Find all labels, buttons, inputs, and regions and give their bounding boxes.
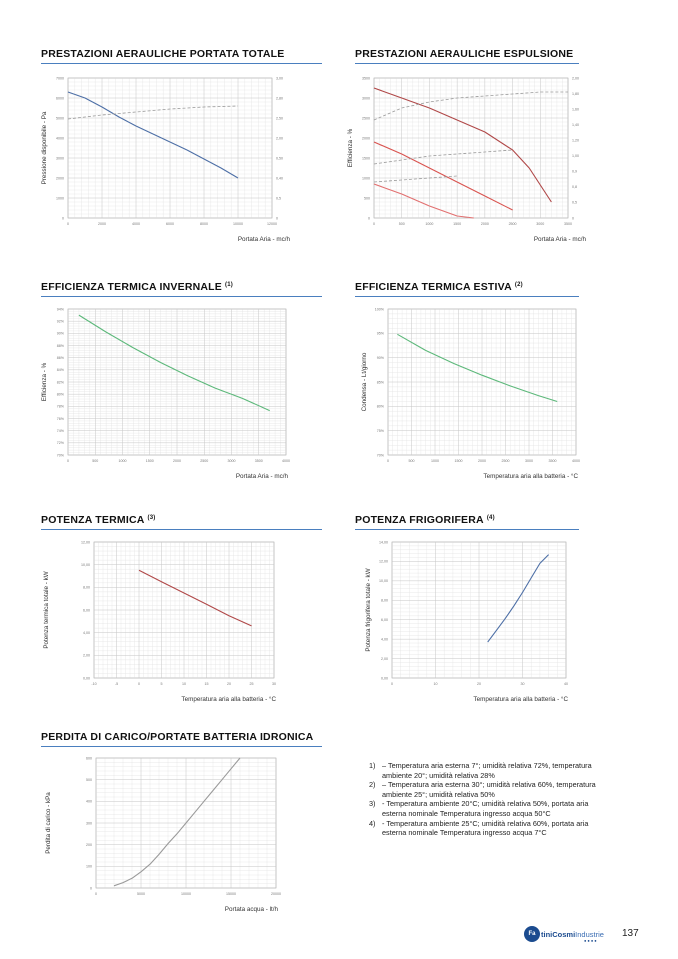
right-tick-label: 0,9 — [572, 169, 577, 174]
y-tick-label: 90% — [376, 355, 384, 360]
brand-dots-icon: ●●●● — [584, 938, 598, 943]
x-tick-label: 0 — [373, 222, 375, 226]
chart-title-potenza-termica: POTENZA TERMICA $^{(3)}$ — [41, 514, 156, 526]
y-axis-label: Efficienza - % — [347, 128, 354, 168]
x-tick-label: 500 — [398, 222, 405, 226]
title-rule — [41, 296, 322, 297]
y-tick-label: 600 — [86, 756, 92, 761]
y-tick-label: 70% — [376, 453, 384, 458]
footnote: 2) – Temperatura aria esterna 30°; umidità relativa 60%, temperatura ambiente 25°; umidità relativa 50% — [369, 780, 596, 799]
y-axis-label: Efficienza - % — [41, 362, 48, 402]
y-tick-label: 0 — [90, 886, 92, 891]
chart-efficienza-invernale — [38, 303, 290, 479]
x-tick-label: 20 — [227, 682, 231, 686]
brand-mark-icon: Fa — [524, 926, 540, 942]
y-tick-label: 12,00 — [379, 559, 388, 564]
x-tick-label: 0 — [67, 459, 69, 463]
y-tick-label: 10,00 — [379, 579, 388, 584]
y-tick-label: 95% — [376, 331, 384, 336]
right-tick-label: 1,60 — [572, 107, 579, 112]
y-tick-label: 0 — [62, 216, 64, 221]
y-tick-label: 82% — [56, 380, 64, 385]
x-axis-label: Portata acqua - lt/h — [224, 906, 278, 913]
y-tick-label: 3000 — [362, 96, 370, 101]
y-tick-label: 1500 — [362, 156, 370, 161]
x-tick-label: 1500 — [145, 459, 154, 463]
chart-title-efficienza-estiva: EFFICIENZA TERMICA ESTIVA $^{(2)}$ — [355, 281, 523, 293]
x-tick-label: 5 — [160, 682, 163, 686]
x-axis-label: Temperatura aria alla batteria - °C — [181, 696, 276, 703]
y-tick-label: 8,00 — [83, 585, 90, 590]
y-tick-label: 70% — [56, 453, 64, 458]
y-tick-label: 86% — [56, 355, 64, 360]
right-tick-label: 0,8 — [572, 185, 577, 190]
x-tick-label: 30 — [520, 682, 525, 686]
x-tick-label: -5 — [114, 682, 119, 686]
y-tick-label: 4,00 — [83, 630, 90, 635]
x-tick-label: 15 — [204, 682, 209, 686]
right-tick-label: 2,80 — [276, 96, 283, 101]
y-tick-label: 200 — [86, 842, 92, 847]
y-tick-label: 2000 — [56, 176, 64, 181]
y-tick-label: 0,00 — [83, 676, 90, 681]
page-number: 137 — [622, 928, 639, 939]
x-tick-label: 1000 — [431, 459, 439, 463]
x-tick-label: 3000 — [525, 459, 533, 463]
right-tick-label: 3,00 — [276, 76, 283, 81]
y-tick-label: 500 — [86, 777, 92, 782]
y-axis-label: Perdita di carico - kPa — [45, 792, 52, 854]
x-tick-label: 2000 — [480, 222, 489, 226]
x-tick-label: 8000 — [200, 222, 208, 226]
brand-name: tiniCosmiIndustrie — [541, 929, 604, 939]
footnote: 4) - Temperatura ambiente 25°C; umidità relativa 60%, portata aria esterna nominale Temperatura ingresso acqua 7°C — [369, 818, 589, 838]
y-tick-label: 4000 — [56, 136, 64, 141]
x-tick-label: 3000 — [227, 459, 236, 463]
x-axis-label: Portata Aria - mc/h — [235, 473, 288, 480]
y-tick-label: 85% — [376, 380, 384, 385]
y-tick-label: 78% — [56, 404, 64, 409]
x-tick-label: 2500 — [501, 459, 510, 463]
brand-logo — [524, 926, 604, 942]
chart-title-efficienza-invernale: EFFICIENZA TERMICA INVERNALE $^{(1)}$ — [41, 281, 233, 293]
title-rule — [355, 529, 579, 530]
x-axis-label: Temperatura aria alla batteria - °C — [473, 696, 568, 703]
x-tick-label: 20000 — [271, 892, 281, 896]
right-tick-label: 0,5 — [276, 196, 281, 201]
y-tick-label: 3500 — [362, 76, 370, 81]
y-tick-label: 2,00 — [83, 653, 90, 658]
chart-title-potenza-frigorifera: POTENZA FRIGORIFERA $^{(4)}$ — [355, 514, 495, 526]
y-axis-label: Potenza frigorifera totale - kW — [365, 568, 372, 652]
x-tick-label: 500 — [92, 459, 99, 463]
footnote: 3) - Temperatura ambiente 20°C; umidità relativa 50%, portata aria esterna nominale Temperatura ingresso acqua 50°C — [369, 799, 589, 818]
y-tick-label: 100 — [86, 864, 92, 869]
right-tick-label: 2,50 — [276, 116, 283, 121]
y-tick-label: 90% — [56, 331, 64, 336]
x-tick-label: -10 — [91, 682, 97, 686]
y-tick-label: 84% — [56, 368, 64, 373]
x-tick-label: 1000 — [425, 222, 434, 226]
y-tick-label: 72% — [56, 441, 64, 446]
x-tick-label: 2500 — [200, 459, 209, 463]
right-tick-label: 1,20 — [572, 138, 579, 143]
y-tick-label: 5000 — [56, 116, 64, 121]
y-tick-label: 80% — [56, 392, 64, 397]
right-tick-label: 1,00 — [572, 154, 579, 159]
y-tick-label: 2,00 — [381, 656, 388, 661]
footnote: 1) – Temperatura aria esterna 7°; umidità relativa 72%, temperatura ambiente 20°; umidità relativa 28% — [369, 761, 592, 780]
x-tick-label: 1500 — [453, 222, 462, 226]
y-tick-label: 1000 — [362, 176, 370, 181]
footnotes — [369, 761, 599, 838]
x-tick-label: 3000 — [536, 222, 545, 226]
x-tick-label: 10000 — [181, 892, 191, 896]
right-tick-label: 0 — [572, 216, 574, 221]
x-tick-label: 0 — [67, 222, 69, 226]
x-tick-label: 0 — [391, 682, 393, 686]
y-tick-label: 2500 — [362, 116, 370, 121]
title-rule — [355, 296, 579, 297]
y-tick-label: 6000 — [56, 96, 64, 101]
x-tick-label: 1500 — [454, 459, 463, 463]
y-tick-label: 80% — [376, 404, 384, 409]
right-tick-label: 0,5 — [572, 200, 577, 205]
y-tick-label: 0 — [368, 216, 370, 221]
title-rule — [355, 63, 579, 64]
x-tick-label: 6000 — [166, 222, 174, 226]
chart-potenza-termica — [38, 536, 290, 702]
chart-espulsione — [347, 70, 586, 243]
chart-title-perdita-di-carico: PERDITA DI CARICO/PORTATE BATTERIA IDRONICA — [41, 731, 314, 743]
x-tick-label: 20 — [477, 682, 481, 686]
right-tick-label: 0,50 — [276, 156, 283, 161]
y-tick-label: 6,00 — [381, 618, 388, 623]
chart-potenza-frigorifera — [352, 536, 584, 702]
y-tick-label: 1000 — [56, 196, 64, 201]
x-tick-label: 0 — [138, 682, 140, 686]
y-tick-label: 94% — [56, 307, 64, 312]
y-tick-label: 92% — [56, 319, 64, 324]
title-rule — [41, 63, 322, 64]
chart-title-portata-totale: PRESTAZIONI AERAULICHE PORTATA TOTALE — [41, 48, 285, 60]
title-rule — [41, 746, 322, 747]
y-tick-label: 6,00 — [83, 608, 90, 613]
x-tick-label: 5000 — [137, 892, 145, 896]
x-tick-label: 4000 — [572, 459, 580, 463]
x-tick-label: 3500 — [548, 459, 557, 463]
x-tick-label: 10 — [433, 682, 438, 686]
x-tick-label: 2000 — [173, 459, 181, 463]
y-axis-label: Condensa - Lt/giorno — [361, 352, 368, 412]
y-tick-label: 88% — [56, 343, 64, 348]
x-tick-label: 10000 — [233, 222, 243, 226]
x-tick-label: 0 — [95, 892, 97, 896]
y-tick-label: 400 — [86, 799, 92, 804]
title-rule — [41, 529, 322, 530]
x-tick-label: 4000 — [282, 459, 290, 463]
x-tick-label: 2000 — [478, 459, 486, 463]
x-tick-label: 12000 — [267, 222, 277, 226]
y-tick-label: 300 — [86, 821, 92, 826]
x-tick-label: 4000 — [132, 222, 140, 226]
right-tick-label: 1,40 — [572, 122, 579, 127]
y-tick-label: 12,00 — [81, 540, 90, 545]
x-axis-label: Portata Aria - mc/h — [533, 236, 586, 243]
y-tick-label: 10,00 — [81, 562, 90, 567]
x-tick-label: 3500 — [254, 459, 263, 463]
y-tick-label: 4,00 — [381, 637, 388, 642]
x-tick-label: 2500 — [508, 222, 517, 226]
chart-title-espulsione: PRESTAZIONI AERAULICHE ESPULSIONE — [355, 48, 574, 60]
x-tick-label: 0 — [387, 459, 389, 463]
right-tick-label: 0,40 — [276, 176, 283, 181]
right-tick-label: 0 — [276, 216, 278, 221]
y-tick-label: 75% — [376, 428, 384, 433]
x-axis-label: Portata Aria - mc/h — [237, 236, 290, 243]
x-tick-label: 10 — [182, 682, 186, 686]
y-tick-label: 76% — [56, 416, 64, 421]
chart-efficienza-estiva — [352, 303, 584, 479]
y-tick-label: 8,00 — [381, 598, 388, 603]
right-tick-label: 2,00 — [276, 136, 283, 141]
y-tick-label: 100% — [374, 307, 384, 312]
y-tick-label: 3000 — [56, 156, 64, 161]
x-tick-label: 2000 — [98, 222, 106, 226]
right-tick-label: 1,80 — [572, 91, 579, 96]
y-tick-label: 0,00 — [381, 676, 388, 681]
x-tick-label: 15000 — [226, 892, 236, 896]
y-tick-label: 2000 — [362, 136, 370, 141]
chart-perdita-di-carico — [38, 752, 294, 918]
y-tick-label: 74% — [56, 428, 64, 433]
x-tick-label: 25 — [249, 682, 254, 686]
y-axis-label: Pressione disponibile - Pa — [41, 111, 48, 185]
x-tick-label: 40 — [564, 682, 568, 686]
y-tick-label: 500 — [364, 196, 370, 201]
y-axis-label: Potenza termica totale - kW — [43, 571, 50, 649]
y-tick-label: 14,00 — [379, 540, 388, 545]
x-tick-label: 30 — [272, 682, 276, 686]
x-axis-label: Temperatura aria alla batteria - °C — [483, 473, 578, 480]
right-tick-label: 2,00 — [572, 76, 579, 81]
x-tick-label: 1000 — [118, 459, 127, 463]
x-tick-label: 500 — [408, 459, 415, 463]
chart-portata-totale — [38, 70, 298, 242]
x-tick-label: 3500 — [564, 222, 572, 226]
y-tick-label: 7000 — [56, 76, 64, 81]
